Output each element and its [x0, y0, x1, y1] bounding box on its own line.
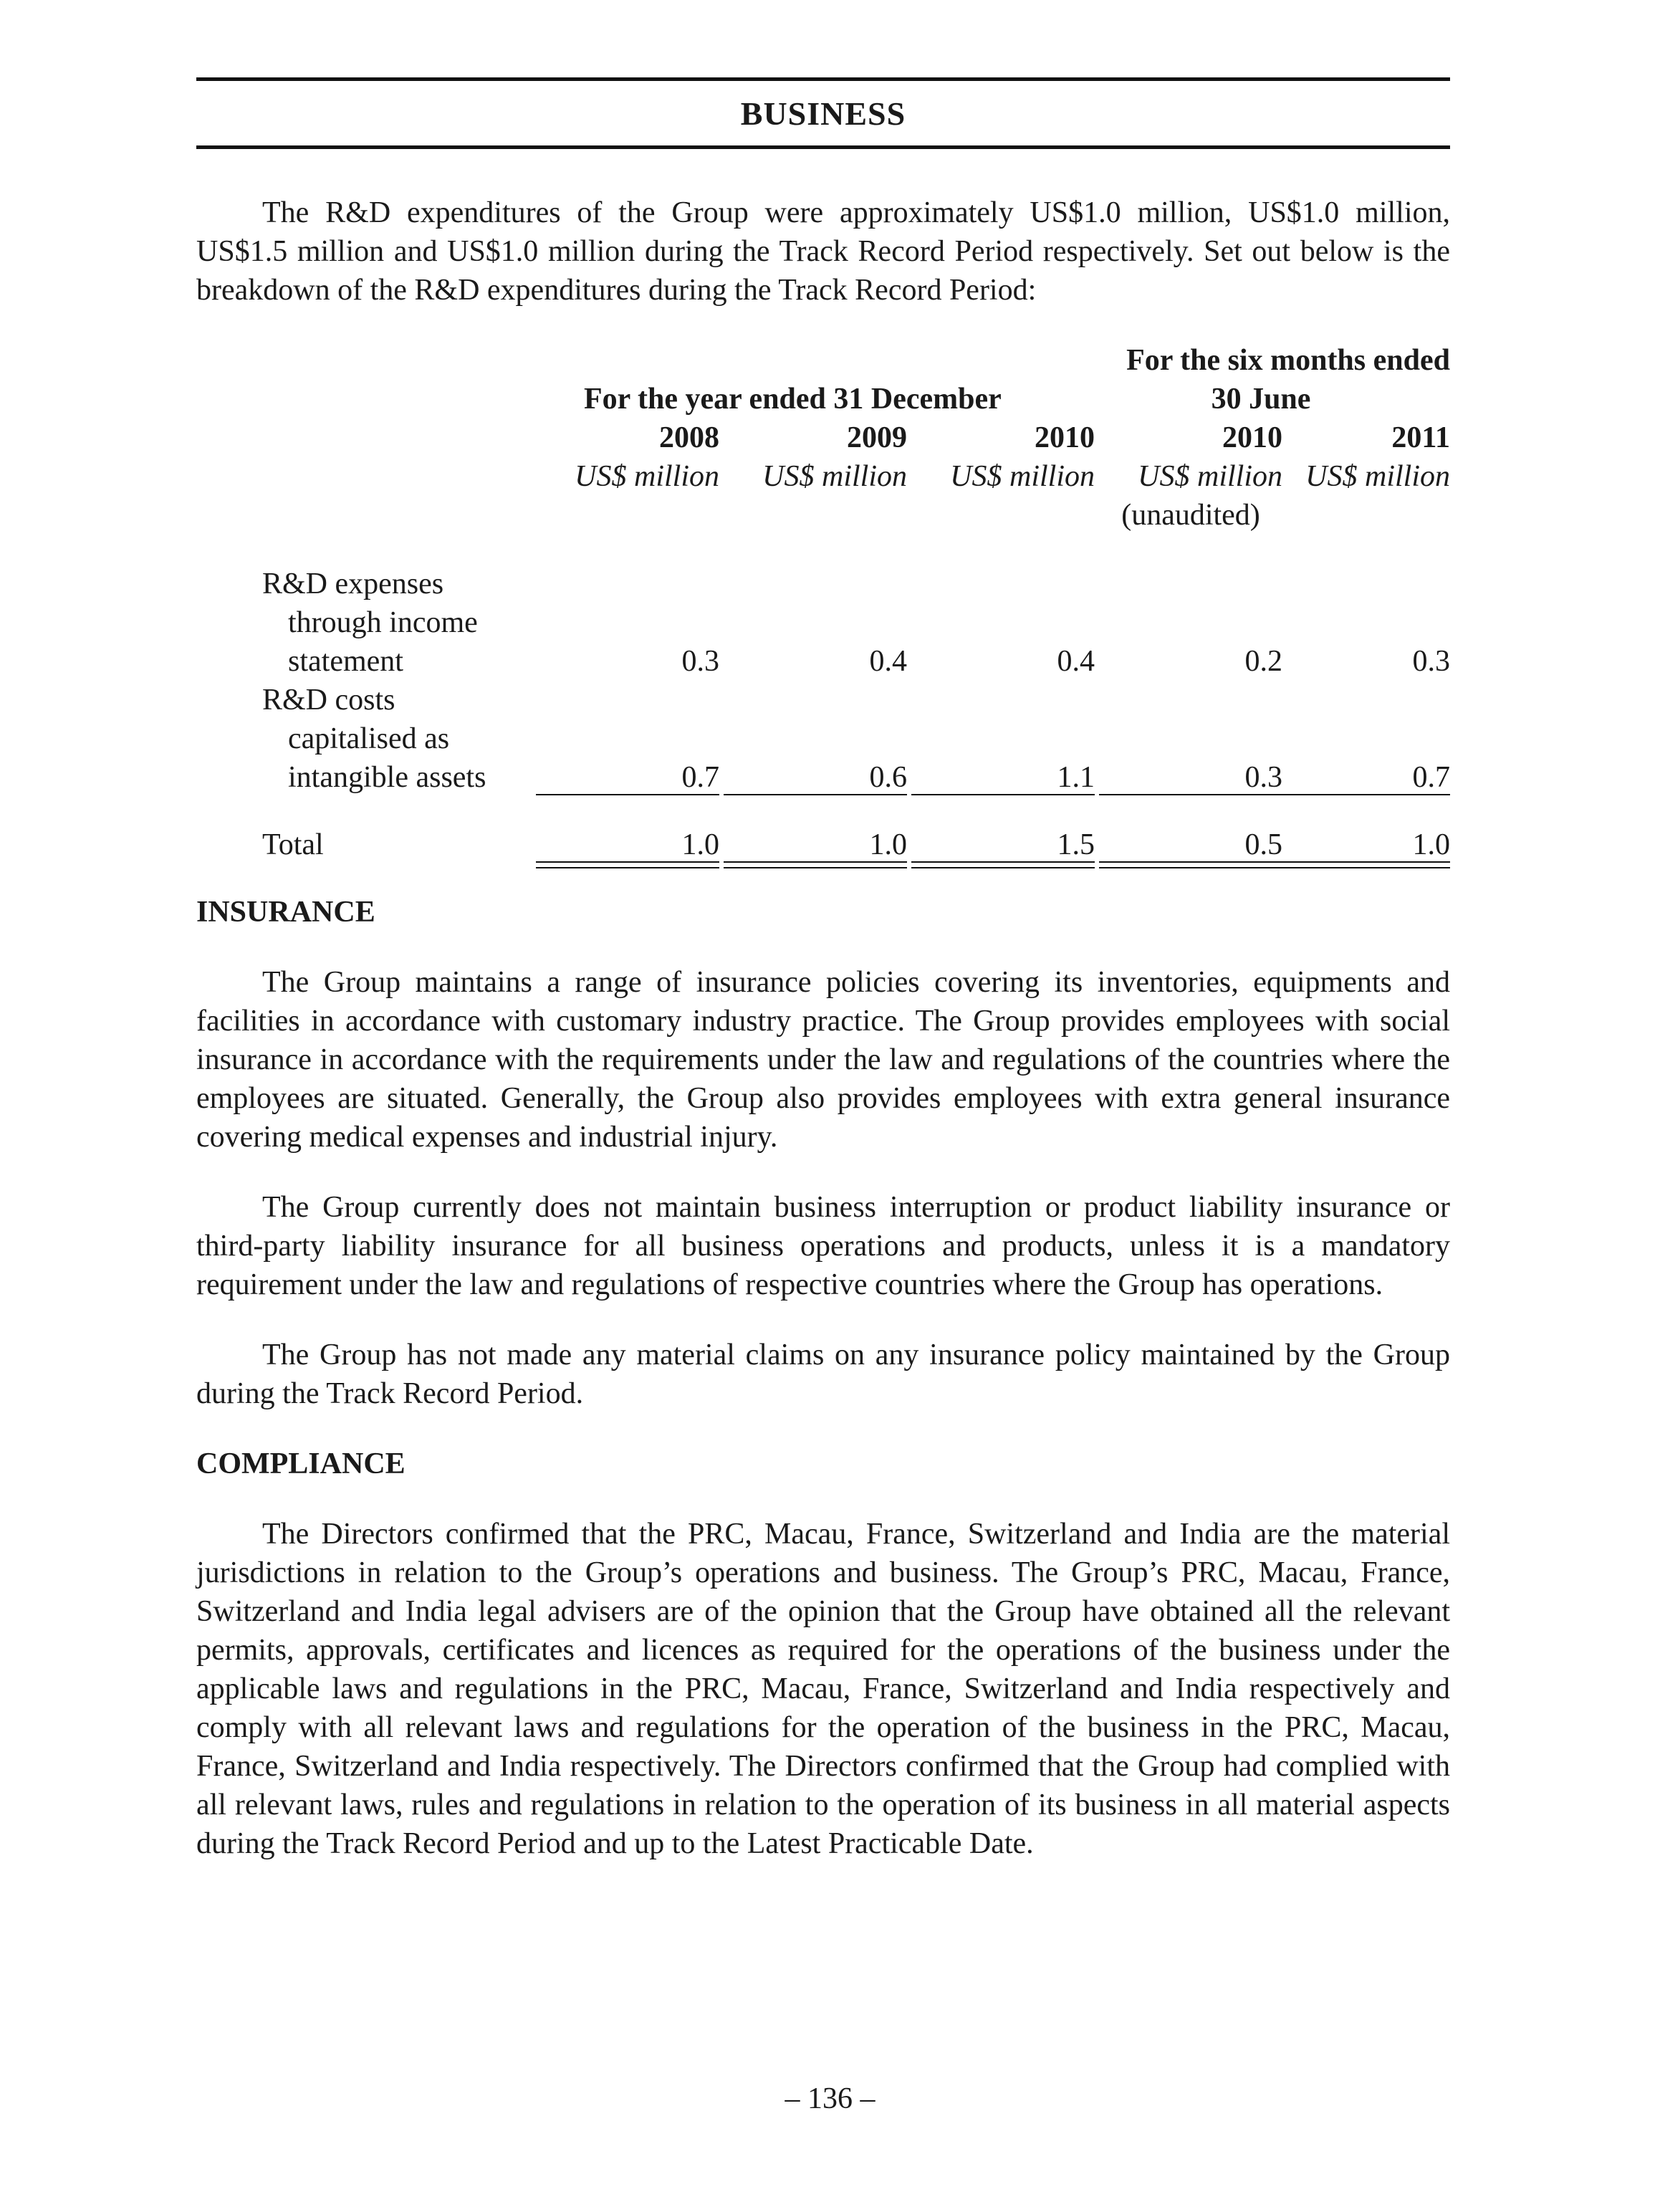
cell-rd-expenses-six-months-2011: 0.3	[1412, 645, 1450, 678]
cell-total-six-months-2011: 1.0	[1412, 828, 1450, 861]
cell-rd-expenses-2010: 0.4	[1057, 645, 1095, 678]
row-label-rd-costs-line2: capitalised as	[288, 722, 450, 755]
row-label-rd-expenses-line2: through income	[288, 606, 478, 639]
page-number: – 136 –	[785, 2082, 875, 2115]
table-header-six-months-line1: For the six months ended	[1126, 344, 1450, 377]
column-unit-2010: US$ million	[950, 460, 1095, 493]
total-double-rule-2010	[911, 861, 1095, 868]
column-six-months-2011: 2011	[1391, 421, 1450, 454]
subtotal-rule-six-months-2010	[1099, 794, 1282, 795]
row-label-rd-costs-line3: intangible assets	[288, 761, 486, 794]
column-unit-2008: US$ million	[575, 460, 719, 493]
cell-rd-costs-2009: 0.6	[869, 761, 907, 794]
table-header-year-group-text: For the year ended 31 December	[584, 383, 1002, 416]
header-rule-top	[196, 77, 1450, 81]
cell-total-2010: 1.5	[1057, 828, 1095, 861]
total-double-rule-six-months-2010	[1099, 861, 1282, 868]
subtotal-rule-2008	[536, 794, 719, 795]
insurance-paragraph-2: The Group currently does not maintain business interruption or product liability insurance or third-party liability insurance for all business operations and products, unless it is a mandatory requirement under the law and regulations of respective countries where the Group has operations.	[196, 1191, 1450, 1301]
cell-rd-expenses-2008: 0.3	[681, 645, 719, 678]
total-double-rule-2008	[536, 861, 719, 868]
column-unit-six-months-2011: US$ million	[1305, 460, 1450, 493]
page-header-title: BUSINESS	[740, 95, 906, 132]
cell-rd-costs-six-months-2011: 0.7	[1412, 761, 1450, 794]
cell-rd-costs-six-months-2010: 0.3	[1244, 761, 1282, 794]
insurance-paragraph-1: The Group maintains a range of insurance policies covering its inventories, equipments and facilities in accordance with customary industry practice. The Group provides employees with social insurance in accordance with the requirements under the law and regulations of the countries where the employees are situated. Generally, the Group also provides employees with extra general insurance covering medical expenses and industrial injury.	[196, 966, 1450, 1154]
rd-expenditure-table	[196, 341, 1450, 886]
column-six-months-2010: 2010	[1222, 421, 1282, 454]
compliance-paragraph-1: The Directors confirmed that the PRC, Macau, France, Switzerland and India are the material jurisdictions in relation to the Group’s operations and business. The Group’s PRC, Macau, France, Switzerland and India legal advisers are of the opinion that the Group have obtained all the relevant permits, approvals, certificates and licences as required for the operations of the business under the applicable laws and regulations in the PRC, Macau, France, Switzerland and India respectively and comply with all relevant laws and regulations for the operation of the business in the PRC, Macau, France, Switzerland and India respectively. The Directors confirmed that the Group had complied with all relevant laws, rules and regulations in relation to the operation of its business in all material aspects during the Track Record Period and up to the Latest Practicable Date.	[196, 1518, 1450, 1860]
subtotal-rule-2009	[724, 794, 907, 795]
header-rule-bottom	[196, 145, 1450, 149]
column-unit-2009: US$ million	[762, 460, 907, 493]
intro-paragraph: The R&D expenditures of the Group were approximately US$1.0 million, US$1.0 million, US$1.5 million and US$1.0 million during the Track Record Period respectively. Set out below is the breakdown of the R&D expenditures during the Track Record Period:	[196, 196, 1450, 307]
subtotal-rule-2010	[911, 794, 1095, 795]
compliance-heading: COMPLIANCE	[196, 1447, 406, 1480]
cell-total-2008: 1.0	[681, 828, 719, 861]
column-unit-six-months-2010: US$ million	[1138, 460, 1282, 493]
column-note-unaudited: (unaudited)	[1121, 499, 1260, 532]
column-year-2010: 2010	[1035, 421, 1095, 454]
subtotal-rule-six-months-2011	[1267, 794, 1450, 795]
total-double-rule-six-months-2011	[1267, 861, 1450, 868]
row-label-rd-expenses-line1: R&D expenses	[262, 568, 444, 600]
row-label-rd-expenses-line3: statement	[288, 645, 403, 678]
cell-rd-costs-2008: 0.7	[681, 761, 719, 794]
cell-rd-expenses-six-months-2010: 0.2	[1244, 645, 1282, 678]
total-double-rule-2009	[724, 861, 907, 868]
table-header-six-months-line2: 30 June	[1211, 383, 1311, 416]
document-page	[196, 77, 1450, 1863]
insurance-heading: INSURANCE	[196, 896, 375, 929]
column-year-2009: 2009	[847, 421, 907, 454]
cell-total-six-months-2010: 0.5	[1244, 828, 1282, 861]
cell-rd-expenses-2009: 0.4	[869, 645, 907, 678]
cell-rd-costs-2010: 1.1	[1057, 761, 1095, 794]
column-year-2008: 2008	[659, 421, 719, 454]
cell-total-2009: 1.0	[869, 828, 907, 861]
row-label-total: Total	[262, 828, 324, 861]
row-label-rd-costs-line1: R&D costs	[262, 684, 395, 717]
insurance-paragraph-3: The Group has not made any material claims on any insurance policy maintained by the Group during the Track Record Period.	[196, 1339, 1450, 1410]
